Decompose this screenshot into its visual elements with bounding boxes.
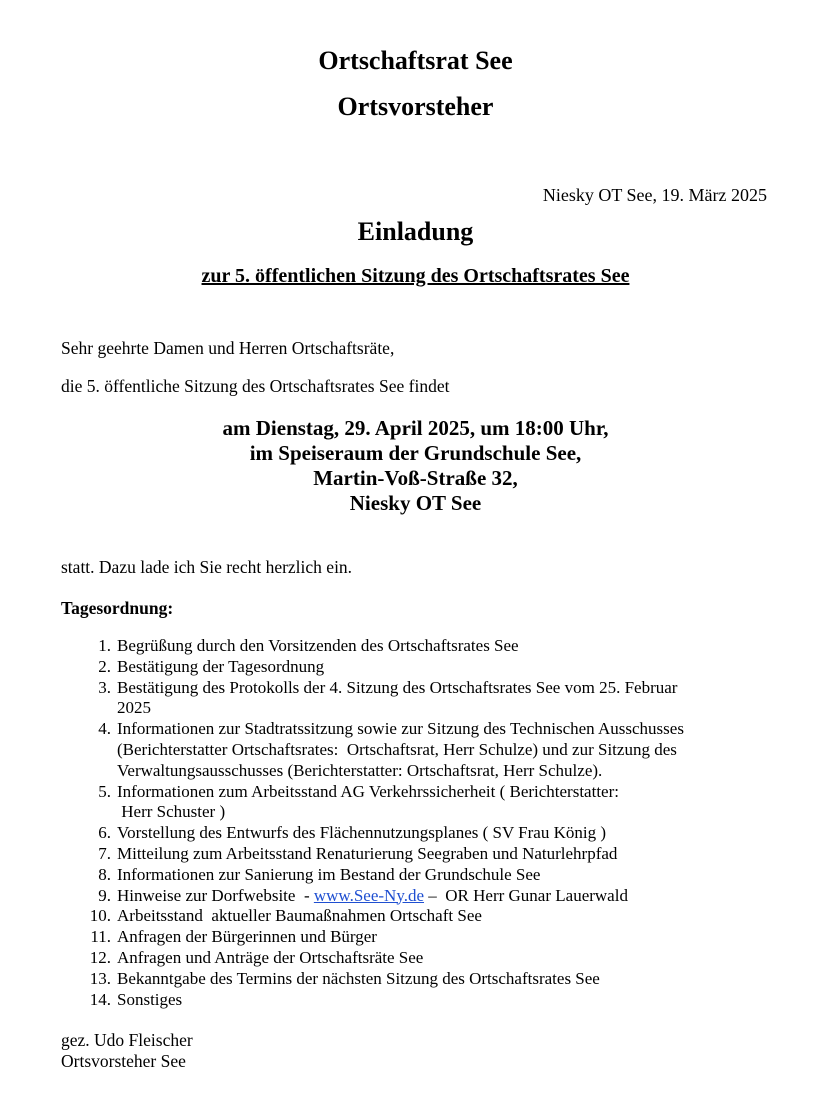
agenda-item-line: Mitteilung zum Arbeitsstand Renaturierung Seegraben und Naturlehrpfad [117,843,618,863]
agenda-item [61,782,781,824]
agenda-item-line: Anfragen der Bürgerinnen und Bürger [117,927,377,947]
meeting-date: am Dienstag, 29. April 2025, um 18:00 Uhr, [222,416,609,440]
agenda-item-line: Verwaltungsausschusses (Berichterstatter: Ortschaftsrat, Herr Schulze). [117,760,603,780]
website-link[interactable]: www.See-Ny.de [313,885,425,905]
agenda-item-number: 12. [89,947,111,967]
agenda-item-line: Informationen zur Stadtratssitzung sowie zur Sitzung des Technischen Ausschusses [117,719,684,739]
agenda-item-number: 1. [98,636,111,655]
agenda-item-text [117,636,781,657]
agenda-item-line: Herr Schuster ) [117,802,226,822]
agenda-item-number: 10. [89,906,111,926]
signature-role: Ortsvorsteher See [61,1051,186,1071]
agenda-item [61,990,781,1011]
agenda-item-number: 4. [98,719,111,739]
salutation: Sehr geehrte Damen und Herren Ortschaftsräte, [61,338,395,358]
agenda-item-line: Informationen zur Sanierung im Bestand der Grundschule See [117,864,541,884]
invitation-title: Einladung [357,217,474,246]
agenda-item-text [117,823,781,844]
agenda-item-line: Bestätigung des Protokolls der 4. Sitzung des Ortschaftsrates See vom 25. Februar [117,677,678,697]
agenda-item-text [117,782,781,824]
agenda-item-number: 7. [98,843,111,863]
agenda-item-number: 2. [98,656,111,676]
agenda-list [61,636,781,1010]
agenda-item-number: 6. [98,823,111,843]
agenda-item-text [117,844,781,865]
agenda-item [61,678,781,720]
agenda-item-line: Vorstellung des Entwurfs des Flächennutzungsplanes ( SV Frau König ) [117,823,607,843]
agenda-item-text [117,719,781,781]
agenda-item-line: Anfragen und Anträge der Ortschaftsräte See [117,947,424,967]
agenda-item-line: Arbeitsstand aktueller Baumaßnahmen Ortschaft See [117,906,482,926]
agenda-item-line: (Berichterstatter Ortschaftsrates: Ortschaftsrat, Herr Schulze) und zur Sitzung des [117,739,677,759]
agenda-item-number: 3. [98,677,111,697]
dateline: Niesky OT See, 19. März 2025 [542,185,767,205]
agenda-item-text [117,678,781,720]
agenda-item [61,886,781,907]
agenda-item-line: Sonstiges [117,989,183,1009]
agenda-item-text-pre: Hinweise zur Dorfwebsite - [117,885,314,905]
signature-name: gez. Udo Fleischer [61,1030,193,1050]
agenda-item-number: 11. [90,927,111,947]
agenda-item-line: Bestätigung der Tagesordnung [117,656,325,676]
meeting-room: im Speiseraum der Grundschule See, [249,441,582,465]
agenda-item [61,844,781,865]
agenda-item-line: Informationen zum Arbeitsstand AG Verkehrssicherheit ( Berichterstatter: [117,781,619,801]
agenda-item-text [117,969,781,990]
closing-text: statt. Dazu lade ich Sie recht herzlich ein. [61,557,353,577]
agenda-item [61,657,781,678]
organization-title: Ortschaftsrat See [318,46,513,75]
meeting-town: Niesky OT See [349,491,482,515]
agenda-item-text [117,865,781,886]
agenda-item [61,948,781,969]
agenda-item [61,823,781,844]
invitation-subtitle: zur 5. öffentlichen Sitzung des Ortschaftsrates See [201,265,630,287]
agenda-heading: Tagesordnung: [61,598,174,618]
intro-text: die 5. öffentliche Sitzung des Ortschaftsrates See findet [61,376,450,396]
agenda-item [61,865,781,886]
role-title: Ortsvorsteher [337,92,494,121]
agenda-item [61,636,781,657]
agenda-item-number: 8. [98,864,111,884]
agenda-item-line: Bekanntgabe des Termins der nächsten Sitzung des Ortschaftsrates See [117,968,600,988]
agenda-item [61,719,781,781]
agenda-item-text-post: – OR Herr Gunar Lauerwald [424,885,628,905]
agenda-item-text [117,990,781,1011]
agenda-item-number: 13. [89,968,111,988]
meeting-street: Martin-Voß-Straße 32, [313,466,518,490]
agenda-item-number: 14. [89,989,111,1009]
agenda-item-text [117,948,781,969]
agenda-item-text [117,657,781,678]
agenda-item [61,927,781,948]
meeting-details [0,416,831,516]
agenda-item [61,906,781,927]
agenda-item [61,969,781,990]
agenda-item-number: 9. [98,885,111,905]
agenda-item-text [117,886,781,907]
agenda-item-text [117,906,781,927]
agenda-item-number: 5. [98,781,111,801]
agenda-item-line: 2025 [117,698,151,718]
agenda-item-line: Begrüßung durch den Vorsitzenden des Ortschaftsrates See [117,636,519,655]
agenda-item-text [117,927,781,948]
